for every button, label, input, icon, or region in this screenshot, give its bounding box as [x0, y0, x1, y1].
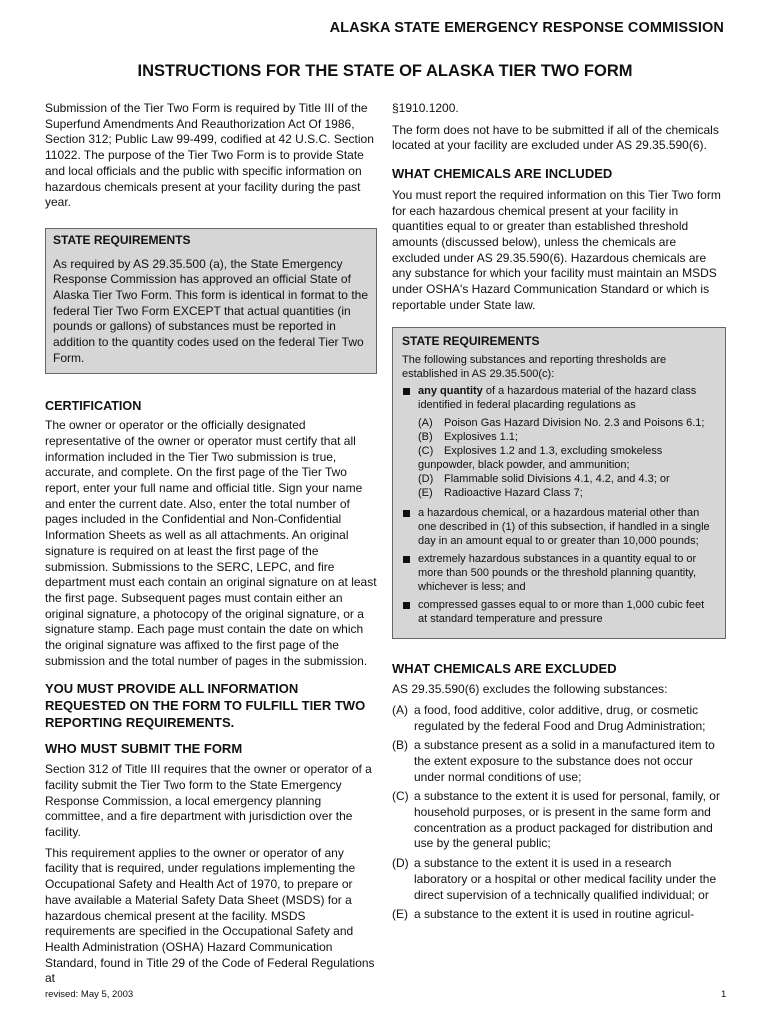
threshold-bullet-extremely-hazardous: extremely hazardous substances in a quantity equal to or more than 500 pounds or the threshold planning quantity, whichever is less; and — [402, 552, 716, 594]
any-quantity-text: of a hazardous material of the hazard class identified in federal placarding regulations as — [418, 385, 697, 412]
not-submitted-paragraph: The form does not have to be submitted if all of the chemicals located at your facility are excluded under AS 29.35.590(6). — [392, 122, 719, 153]
page-number: 1 — [721, 989, 727, 1000]
right-column — [392, 101, 726, 927]
exclusion-item-e: (E) a substance to the extent it is used in routine agricul- — [392, 907, 695, 922]
included-heading: WHAT CHEMICALS ARE INCLUDED — [392, 166, 613, 182]
bullet-square-icon — [403, 602, 410, 609]
intro-paragraph: Submission of the Tier Two Form is required by Title III of the Superfund Amendments And Reauthorization Act Of 1986, Section 312; Public Law 99-499, codified at 42 U.S.C. Section 11022. The purpose of the Tier Two Form is to provide State and local officials and the public with specific information on hazardous chemicals present at your facility during the past year. — [45, 101, 374, 210]
hazard-class-item: (E) Radioactive Hazard Class 7; — [418, 487, 583, 500]
certification-heading: CERTIFICATION — [45, 398, 142, 413]
thresholds-intro: The following substances and reporting thresholds are established in AS 29.35.500(c): — [402, 354, 667, 381]
state-requirements-thresholds-box — [392, 327, 726, 639]
excluded-intro: AS 29.35.590(6) excludes the following substances: — [392, 682, 668, 697]
page-title: INSTRUCTIONS FOR THE STATE OF ALASKA TIER TWO FORM — [137, 62, 633, 80]
exclusion-item-a: (A) a food, food additive, color additive, drug, or cosmetic regulated by the federal Food and Drug Administration; — [392, 702, 706, 733]
bullet-square-icon — [403, 388, 410, 395]
exclusion-item-b: (B) a substance present as a solid in a manufactured item to the extent exposure to the substance does not occur under normal conditions of use; — [392, 738, 715, 784]
exclusion-item-d: (D) a substance to the extent it is used in a research laboratory or a hospital or other medical facility under the direct supervision of a technically qualified individual; or — [392, 856, 717, 902]
bold-notice: YOU MUST PROVIDE ALL INFORMATION REQUESTED ON THE FORM TO FULFILL TIER TWO REPORTING REQUIREMENTS. — [45, 680, 366, 730]
threshold-bullet-hazardous-chemical: a hazardous chemical, or a hazardous material other than one described in (1) of this subsection, if handled in a single day in an amount equal to or greater than 10,000 pounds; — [402, 506, 716, 548]
thresholds-heading: STATE REQUIREMENTS — [402, 334, 540, 349]
state-requirements-text: As required by AS 29.35.500 (a), the State Emergency Response Commission has approved an official State of Alaska Tier Two Form. This form is identical in format to the federal Tier Two Form EXCEPT that actual quantities (in pounds or gallons) of substances must be reported in addition to the quantity codes used on the federal Tier Two Form. — [53, 256, 368, 365]
bullet-square-icon — [403, 510, 410, 517]
state-requirements-heading: STATE REQUIREMENTS — [53, 232, 191, 247]
who-must-submit-heading: WHO MUST SUBMIT THE FORM — [45, 740, 243, 756]
who-must-submit-paragraph-2: This requirement applies to the owner or operator of any facility that is required, under regulations implementing the Occupational Safety and Health Act of 1970, to prepare or have available a Material Safety Data Sheet (MSDS) for a hazardous chemical present at the facility. MSDS requirements are specified in the Occupational Safety and Health Administration (OSHA) Hazard Communication Standard, found in Title 29 of the Code of Federal Regulations at — [45, 845, 375, 986]
cfr-reference: §1910.1200. — [392, 101, 459, 115]
agency-header: ALASKA STATE EMERGENCY RESPONSE COMMISSION — [329, 20, 724, 36]
exclusion-item-c: (C) a substance to the extent it is used for personal, family, or household purposes, or is present in the same form and concentration as a product packaged for distribution and use by the general public; — [392, 789, 720, 851]
bullet-square-icon — [403, 556, 410, 563]
hazard-class-item: (A) Poison Gas Hazard Division No. 2.3 and Poisons 6.1; — [418, 417, 705, 430]
state-requirements-box — [45, 228, 377, 374]
left-column — [45, 101, 377, 992]
revision-date: revised: May 5, 2003 — [45, 989, 134, 1000]
hazard-class-continuation: gunpowder, black powder, and ammunition; — [418, 459, 630, 472]
hazard-class-item: (B) Explosives 1.1; — [418, 431, 518, 444]
hazard-class-item: (D) Flammable solid Divisions 4.1, 4.2, and 4.3; or — [418, 473, 670, 486]
who-must-submit-paragraph-1: Section 312 of Title III requires that the owner or operator of a facility submit the Tier Two form to the State Emergency Response Commission, a local emergency planning committee, and a fire department with jurisdiction over the facility. — [45, 762, 372, 840]
hazard-class-item: (C) Explosives 1.2 and 1.3, excluding smokeless — [418, 445, 663, 458]
threshold-bullet-compressed-gasses: compressed gasses equal to or more than 1,000 cubic feet at standard temperature and pressure — [402, 598, 716, 626]
included-text: You must report the required information on this Tier Two form for each hazardous chemical present at your facility in quantities equal to or greater than established threshold amounts (discussed below), unless the chemicals are excluded under AS 29.35.590(6). Hazardous chemicals are any substance for which your facility must maintain an MSDS under OSHA's Hazard Communication Standard or which is reportable under State law. — [392, 187, 721, 312]
excluded-heading: WHAT CHEMICALS ARE EXCLUDED — [392, 661, 617, 677]
any-quantity-label: any quantity — [418, 385, 483, 398]
threshold-bullet-any-quantity — [402, 384, 716, 412]
certification-text: The owner or operator or the officially designated representative of the owner or operator must certify that all information included in the Tier Two submission is true, accurate, and complete. On the first page of the Tier Two report, enter your full name and official title. Sign your name and enter the current date. Also, enter the total number of pages included in the Confidential and Non-Confidential Information Sheets as well as all attachments. An original signature is required on at least the first page of the submission. Submissions to the SERC, LEPC, and fire department must each contain an original signature on at least the first page. Subsequent pages must contain either an original signature, a photocopy of the original signature, or a signature stamp. Each page must contain the date on which the original signature was affixed to the first page of the submission and the total number of pages in the submission. — [45, 418, 377, 668]
